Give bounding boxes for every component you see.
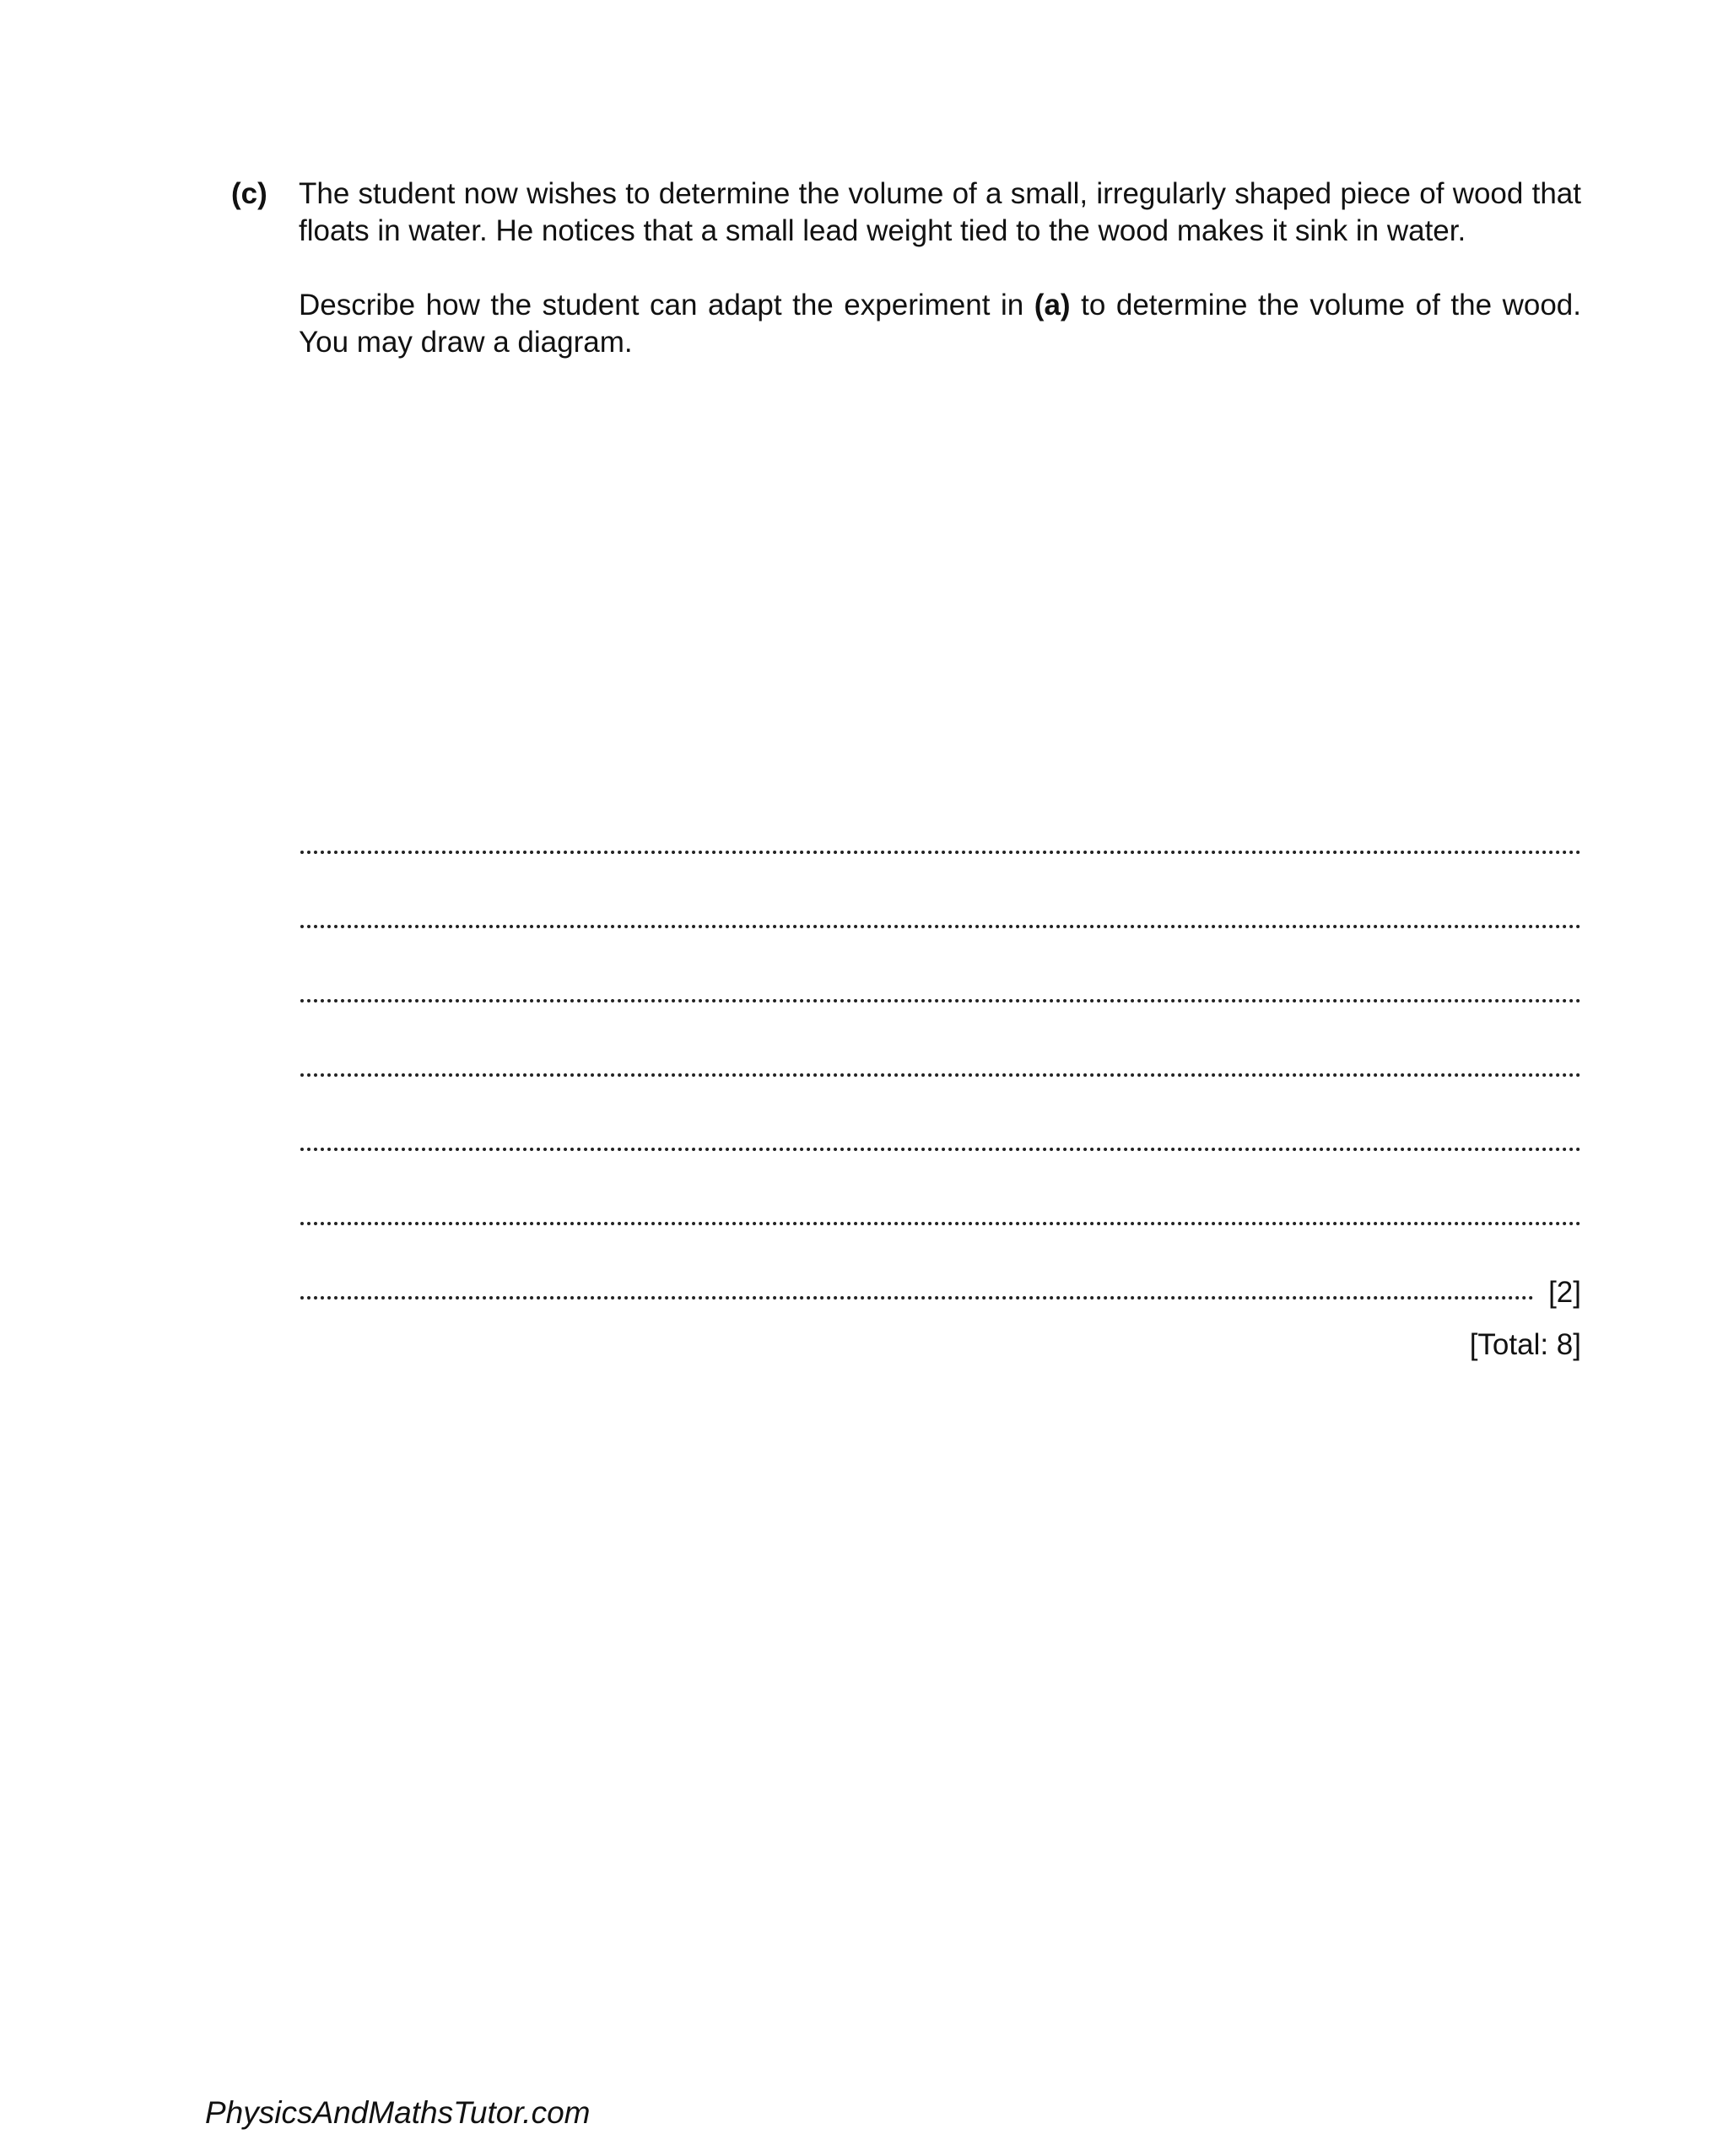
answer-line[interactable] xyxy=(300,1099,1581,1173)
question-intro: The student now wishes to determine the volume of a small, irregularly shaped piece of wood that floats in water. He notices that a small lead weight tied to the wood makes it sink in water. xyxy=(299,177,1581,247)
dotted-line xyxy=(300,1296,1534,1300)
answer-line[interactable] xyxy=(300,1024,1581,1099)
dotted-line xyxy=(300,1073,1581,1077)
answer-line[interactable] xyxy=(300,1247,1581,1321)
dotted-line xyxy=(300,851,1581,854)
part-label: (c) xyxy=(231,177,267,210)
instruction-text-end: to determine the volume of the wood. You may draw a diagram. xyxy=(299,289,1581,359)
answer-line[interactable] xyxy=(300,950,1581,1024)
part-reference: (a) xyxy=(1034,289,1071,322)
marks-label: [2] xyxy=(1548,1276,1581,1309)
dotted-line xyxy=(300,1222,1581,1225)
dotted-line xyxy=(300,925,1581,928)
answer-line[interactable] xyxy=(300,1173,1581,1247)
dotted-line xyxy=(300,1148,1581,1151)
instruction-text-start: Describe how the student can adapt the experiment in xyxy=(299,289,1034,322)
answer-area[interactable] xyxy=(300,802,1581,1321)
footer-site-name: PhysicsAndMathsTutor.com xyxy=(205,2095,591,2130)
dotted-line xyxy=(300,999,1581,1002)
answer-line[interactable] xyxy=(300,802,1581,876)
question-body xyxy=(299,176,1581,361)
answer-line[interactable] xyxy=(300,876,1581,950)
total-marks: [Total: 8] xyxy=(1469,1328,1581,1361)
question-instruction xyxy=(299,287,1581,361)
